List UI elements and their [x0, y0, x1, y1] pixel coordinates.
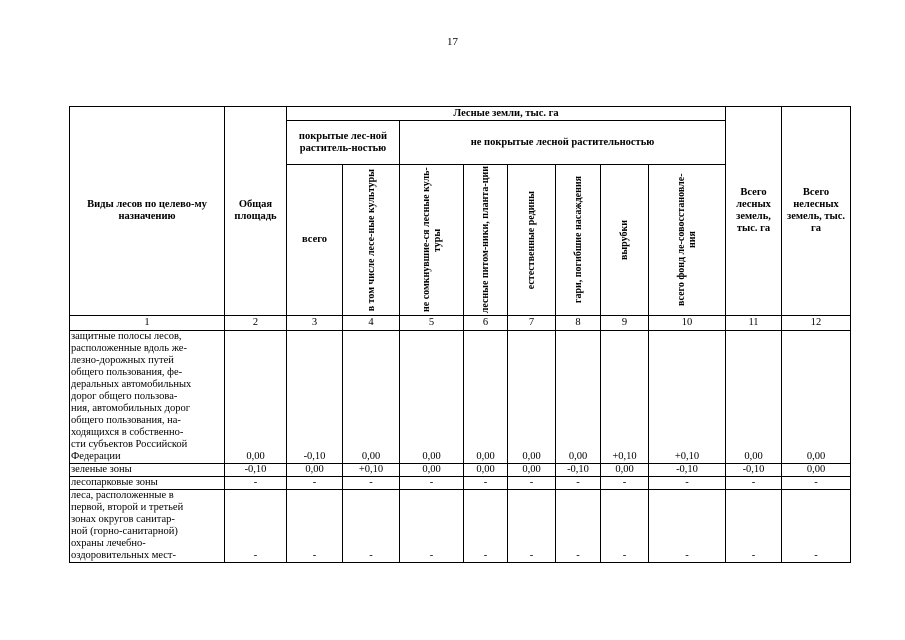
table-row	[70, 331, 851, 464]
header-forest-lands: Лесные земли, тыс. га	[287, 107, 726, 121]
header-total: всего	[287, 165, 343, 316]
column-number: 12	[782, 316, 851, 331]
value-cell: 0,00	[726, 331, 782, 464]
value-cell: 0,00	[508, 464, 556, 477]
value-cell: -	[508, 490, 556, 563]
column-number: 5	[400, 316, 464, 331]
page-number: 17	[447, 36, 458, 48]
row-label-line: общего пользования, на-	[71, 415, 181, 426]
column-number: 7	[508, 316, 556, 331]
value-cell: -	[464, 490, 508, 563]
header-burnt: гари, погибшие насаждения	[556, 165, 601, 316]
column-number: 2	[225, 316, 287, 331]
row-label-line: оздоровительных мест-	[71, 550, 177, 561]
value-cell: +0,10	[601, 331, 649, 464]
value-cell: -	[400, 490, 464, 563]
column-number: 9	[601, 316, 649, 331]
row-label-line: сти субъектов Российской	[71, 439, 188, 450]
column-numbers-row	[70, 316, 851, 331]
value-cell: -	[556, 477, 601, 490]
row-label-line: общего пользования, фе-	[71, 367, 183, 378]
value-cell: -	[464, 477, 508, 490]
value-cell: -	[556, 490, 601, 563]
value-cell: 0,00	[464, 331, 508, 464]
header-incl-cultures: в том числе лесе-ные культуры	[343, 165, 400, 316]
value-cell: 0,00	[782, 331, 851, 464]
value-cell: -	[782, 490, 851, 563]
row-label-line: дорог общего пользова-	[71, 391, 178, 402]
row-label	[70, 490, 225, 563]
value-cell: 0,00	[464, 464, 508, 477]
row-label	[70, 464, 225, 477]
value-cell: 0,00	[508, 331, 556, 464]
value-cell: -0,10	[726, 464, 782, 477]
header-forest-type: Виды лесов по целево-му назначению	[70, 107, 225, 316]
table-row	[70, 477, 851, 490]
value-cell: 0,00	[343, 331, 400, 464]
row-label-line: лезно-дорожных путей	[71, 355, 174, 366]
forest-land-table	[69, 106, 851, 563]
value-cell: +0,10	[649, 331, 726, 464]
row-label-line: ходящихся в собственно-	[71, 427, 184, 438]
value-cell: -	[649, 490, 726, 563]
row-label-line: лесопарковые зоны	[71, 477, 158, 488]
value-cell: -0,10	[556, 464, 601, 477]
value-cell: -	[287, 477, 343, 490]
header-not-covered: не покрытые лесной растительностью	[400, 121, 726, 165]
value-cell: -0,10	[225, 464, 287, 477]
value-cell: 0,00	[601, 464, 649, 477]
value-cell: -	[508, 477, 556, 490]
row-label-line: охраны лечебно-	[71, 538, 146, 549]
table-row	[70, 490, 851, 563]
row-label	[70, 477, 225, 490]
header-sparse: естественные редины	[508, 165, 556, 316]
row-label-line: зеленые зоны	[71, 464, 132, 475]
value-cell: -0,10	[649, 464, 726, 477]
value-cell: 0,00	[400, 331, 464, 464]
header-total-forest-lands: Всего лесных земель, тыс. га	[726, 107, 782, 316]
value-cell: 0,00	[556, 331, 601, 464]
value-cell: -	[601, 490, 649, 563]
header-covered: покрытые лес-ной раститель-ностью	[287, 121, 400, 165]
value-cell: -	[649, 477, 726, 490]
column-number: 1	[70, 316, 225, 331]
row-label-line: леса, расположенные в	[71, 490, 174, 501]
header-nurseries: лесные питом-ники, планта-ции	[464, 165, 508, 316]
value-cell: -	[343, 477, 400, 490]
value-cell: -	[726, 490, 782, 563]
column-number: 8	[556, 316, 601, 331]
column-number: 4	[343, 316, 400, 331]
column-number: 6	[464, 316, 508, 331]
row-label-line: защитные полосы лесов,	[71, 331, 182, 342]
row-label-line: зонах округов санитар-	[71, 514, 175, 525]
value-cell: -	[225, 477, 287, 490]
value-cell: -	[400, 477, 464, 490]
row-label	[70, 331, 225, 464]
row-label-line: первой, второй и третьей	[71, 502, 184, 513]
header-cuttings: вырубки	[601, 165, 649, 316]
header-unclosed-cultures: не сомкнувшие-ся лесные куль-туры	[400, 165, 464, 316]
header-total-nonforest-lands: Всего нелесных земель, тыс. га	[782, 107, 851, 316]
row-label-line: деральных автомобильных	[71, 379, 192, 390]
row-label-line: Федерации	[71, 451, 121, 462]
header-reforestation-fund: всего фонд ле-совосстановле-ния	[649, 165, 726, 316]
value-cell: -0,10	[287, 331, 343, 464]
value-cell: -	[343, 490, 400, 563]
header-total-area: Общая площадь	[225, 107, 287, 316]
value-cell: -	[225, 490, 287, 563]
row-label-line: ной (горно-санитарной)	[71, 526, 178, 537]
column-number: 11	[726, 316, 782, 331]
value-cell: -	[782, 477, 851, 490]
value-cell: -	[726, 477, 782, 490]
value-cell: -	[287, 490, 343, 563]
column-number: 3	[287, 316, 343, 331]
value-cell: -	[601, 477, 649, 490]
column-number: 10	[649, 316, 726, 331]
table-row	[70, 464, 851, 477]
table-body	[70, 331, 851, 563]
row-label-line: ния, автомобильных дорог	[71, 403, 191, 414]
value-cell: 0,00	[287, 464, 343, 477]
value-cell: 0,00	[782, 464, 851, 477]
value-cell: +0,10	[343, 464, 400, 477]
row-label-line: расположенные вдоль же-	[71, 343, 187, 354]
value-cell: 0,00	[400, 464, 464, 477]
value-cell: 0,00	[225, 331, 287, 464]
